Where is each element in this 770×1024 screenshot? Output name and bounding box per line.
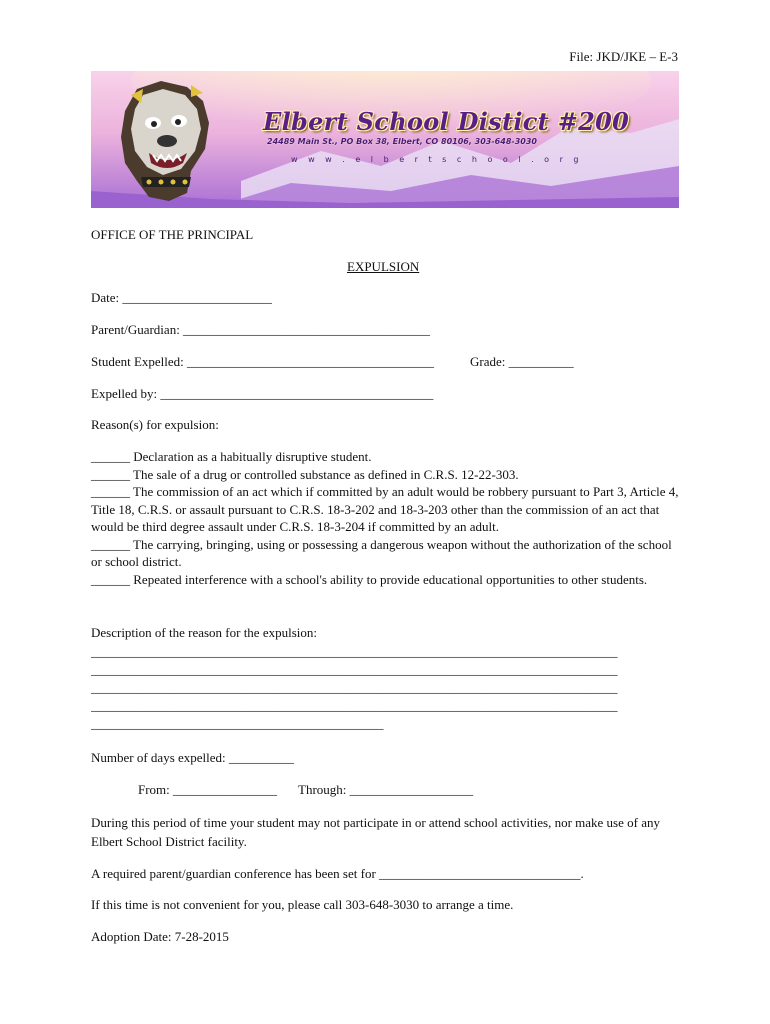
district-url: w w w . e l b e r t s c h o o l . o r g [291,155,583,164]
grade-field[interactable]: Grade: __________ [470,354,574,369]
reason-item-robbery-assault[interactable]: ______ The commission of an act which if committed by an adult would be robbery pursuant to Part 3, Article 4, Title 18, C.R.S. or assault pursuant to C.R.S. 18-3-202 and 18-3-203 other than the commission of an act that would be third degree assault under C.R.S. 18-3-204 if committed by an adult. [91,484,679,534]
description-line[interactable]: _________________________________________________________________________________ [91,698,618,713]
file-reference: File: JKD/JKE – E-3 [569,49,678,64]
district-title: Elbert School Distict #200 [263,107,630,136]
description-line[interactable]: _________________________________________________________________________________ [91,662,618,677]
form-title: EXPULSION [347,259,420,274]
days-expelled-field[interactable]: Number of days expelled: __________ [91,750,294,765]
description-line[interactable]: _____________________________________________ [91,716,384,731]
reasons-list [91,448,681,588]
parent-guardian-field[interactable]: Parent/Guardian: ______________________________________ [91,322,431,337]
description-line[interactable]: _________________________________________________________________________________ [91,680,618,695]
description-label: Description of the reason for the expulsion: [91,625,317,640]
student-expelled-field[interactable]: Student Expelled: ______________________________________ [91,354,435,369]
conference-notice[interactable]: A required parent/guardian conference has been set for _______________________________. [91,866,584,881]
through-date-field[interactable]: Through: ___________________ [298,782,474,797]
adoption-date: Adoption Date: 7-28-2015 [91,929,229,944]
period-notice: During this period of time your student may not participate in or attend school activities, nor make use of any Elbert School District facility. [91,815,660,849]
description-lines[interactable] [91,643,681,733]
reason-item-disruptive[interactable]: ______ Declaration as a habitually disruptive student. [91,449,372,464]
district-address: 24489 Main St., PO Box 38, Elbert, CO 80106, 303-648-3030 [267,137,537,146]
office-heading: OFFICE OF THE PRINCIPAL [91,227,254,242]
description-line[interactable]: _________________________________________________________________________________ [91,644,618,659]
reason-item-drug-sale[interactable]: ______ The sale of a drug or controlled substance as defined in C.R.S. 12-22-303. [91,466,519,482]
reason-item-interference[interactable]: ______ Repeated interference with a school's ability to provide educational opportunities to other students. [91,571,648,587]
date-field[interactable]: Date: _______________________ [91,290,272,305]
reason-item-weapon[interactable]: ______ The carrying, bringing, using or possessing a dangerous weapon without the authorization of the school or school district. [91,536,672,569]
call-notice: If this time is not convenient for you, please call 303-648-3030 to arrange a time. [91,897,514,912]
district-banner [91,71,679,208]
from-date-field[interactable]: From: ________________ [138,782,278,797]
reasons-label: Reason(s) for expulsion: [91,417,219,432]
expelled-by-field[interactable]: Expelled by: __________________________________________ [91,386,434,401]
